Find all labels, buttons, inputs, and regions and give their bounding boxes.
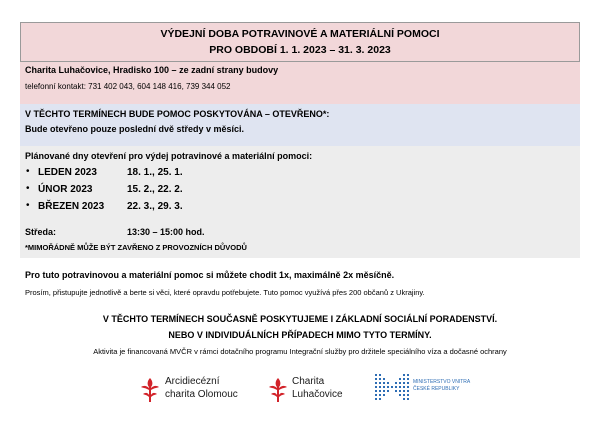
logo-charita-luhacovice: [266, 372, 356, 412]
opening-hours: 13:30 – 15:00 hod.: [127, 227, 205, 237]
logo-ministry-interior: [375, 372, 475, 412]
schedule-month: ÚNOR 2023: [38, 184, 93, 195]
footnote: *MIMOŘÁDNĚ MŮŽE BÝT ZAVŘENO Z PROVOZNÍCH DŮVODŮ: [25, 243, 247, 252]
address-line: Charita Luhačovice, Hradisko 100 – ze zadní strany budovy: [25, 65, 279, 75]
bullet-icon: •: [26, 166, 30, 177]
title-line-1: VÝDEJNÍ DOBA POTRAVINOVÉ A MATERIÁLNÍ POMOCI: [160, 28, 440, 40]
ministry-emblem-icon: [375, 374, 409, 404]
logo-olomouc-line-1: Arcidiecézní: [165, 376, 220, 387]
open-heading: V TĚCHTO TERMÍNECH BUDE POMOC POSKYTOVÁNA – OTEVŘENO*:: [25, 109, 330, 119]
bullet-icon: •: [26, 200, 30, 211]
day-label: Středa:: [25, 227, 57, 237]
title-line-2: PRO OBDOBÍ 1. 1. 2023 – 31. 3. 2023: [209, 44, 391, 56]
open-section: [20, 104, 580, 146]
charita-cross-icon: [266, 376, 290, 404]
schedule-dates: 18. 1., 25. 1.: [127, 167, 183, 178]
schedule-section: [20, 146, 580, 258]
schedule-dates: 15. 2., 22. 2.: [127, 184, 183, 195]
counseling-line-1: V TĚCHTO TERMÍNECH SOUČASNĚ POSKYTUJEME I ZÁKLADNÍ SOCIÁLNÍ PORADENSTVÍ.: [102, 314, 498, 324]
info-line-2: Prosím, přistupujte jednotlivě a berte si věci, které opravdu potřebujete. Tuto pomoc využívá přes 200 občanů z Ukrajiny.: [25, 288, 425, 297]
counseling-line-2: NEBO V INDIVIDUÁLNÍCH PŘÍPADECH MIMO TYTO TERMÍNY.: [168, 330, 432, 340]
schedule-dates: 22. 3., 29. 3.: [127, 201, 183, 212]
open-note: Bude otevřeno pouze poslední dvě středy v měsíci.: [25, 124, 245, 134]
logo-olomouc-line-2: charita Olomouc: [165, 389, 238, 400]
address-section: [20, 62, 580, 104]
logo-luhacovice-line-2: Luhačovice: [292, 389, 343, 400]
logo-charita-olomouc: [138, 372, 268, 412]
info-line-1: Pro tuto potravinovou a materiální pomoc si můžete chodit 1x, maximálně 2x měsíčně.: [25, 270, 395, 280]
schedule-intro: Plánované dny otevření pro výdej potravinové a materiální pomoci:: [25, 151, 313, 161]
ministry-line-1: MINISTERSTVO VNITRA: [413, 379, 471, 385]
charita-cross-icon: [138, 376, 162, 404]
logo-luhacovice-line-1: Charita: [292, 376, 325, 387]
ministry-line-2: ČESKÉ REPUBLIKY: [413, 386, 460, 392]
phone-line: telefonní kontakt: 731 402 043, 604 148 416, 739 344 052: [25, 82, 231, 91]
bullet-icon: •: [26, 183, 30, 194]
funding-note: Aktivita je financovaná MVČR v rámci dotačního programu Integrační služby pro držitele speciálního víza a dočasné ochrany: [93, 347, 507, 356]
schedule-month: LEDEN 2023: [38, 167, 97, 178]
schedule-month: BŘEZEN 2023: [38, 201, 105, 212]
title-box: [20, 22, 580, 62]
